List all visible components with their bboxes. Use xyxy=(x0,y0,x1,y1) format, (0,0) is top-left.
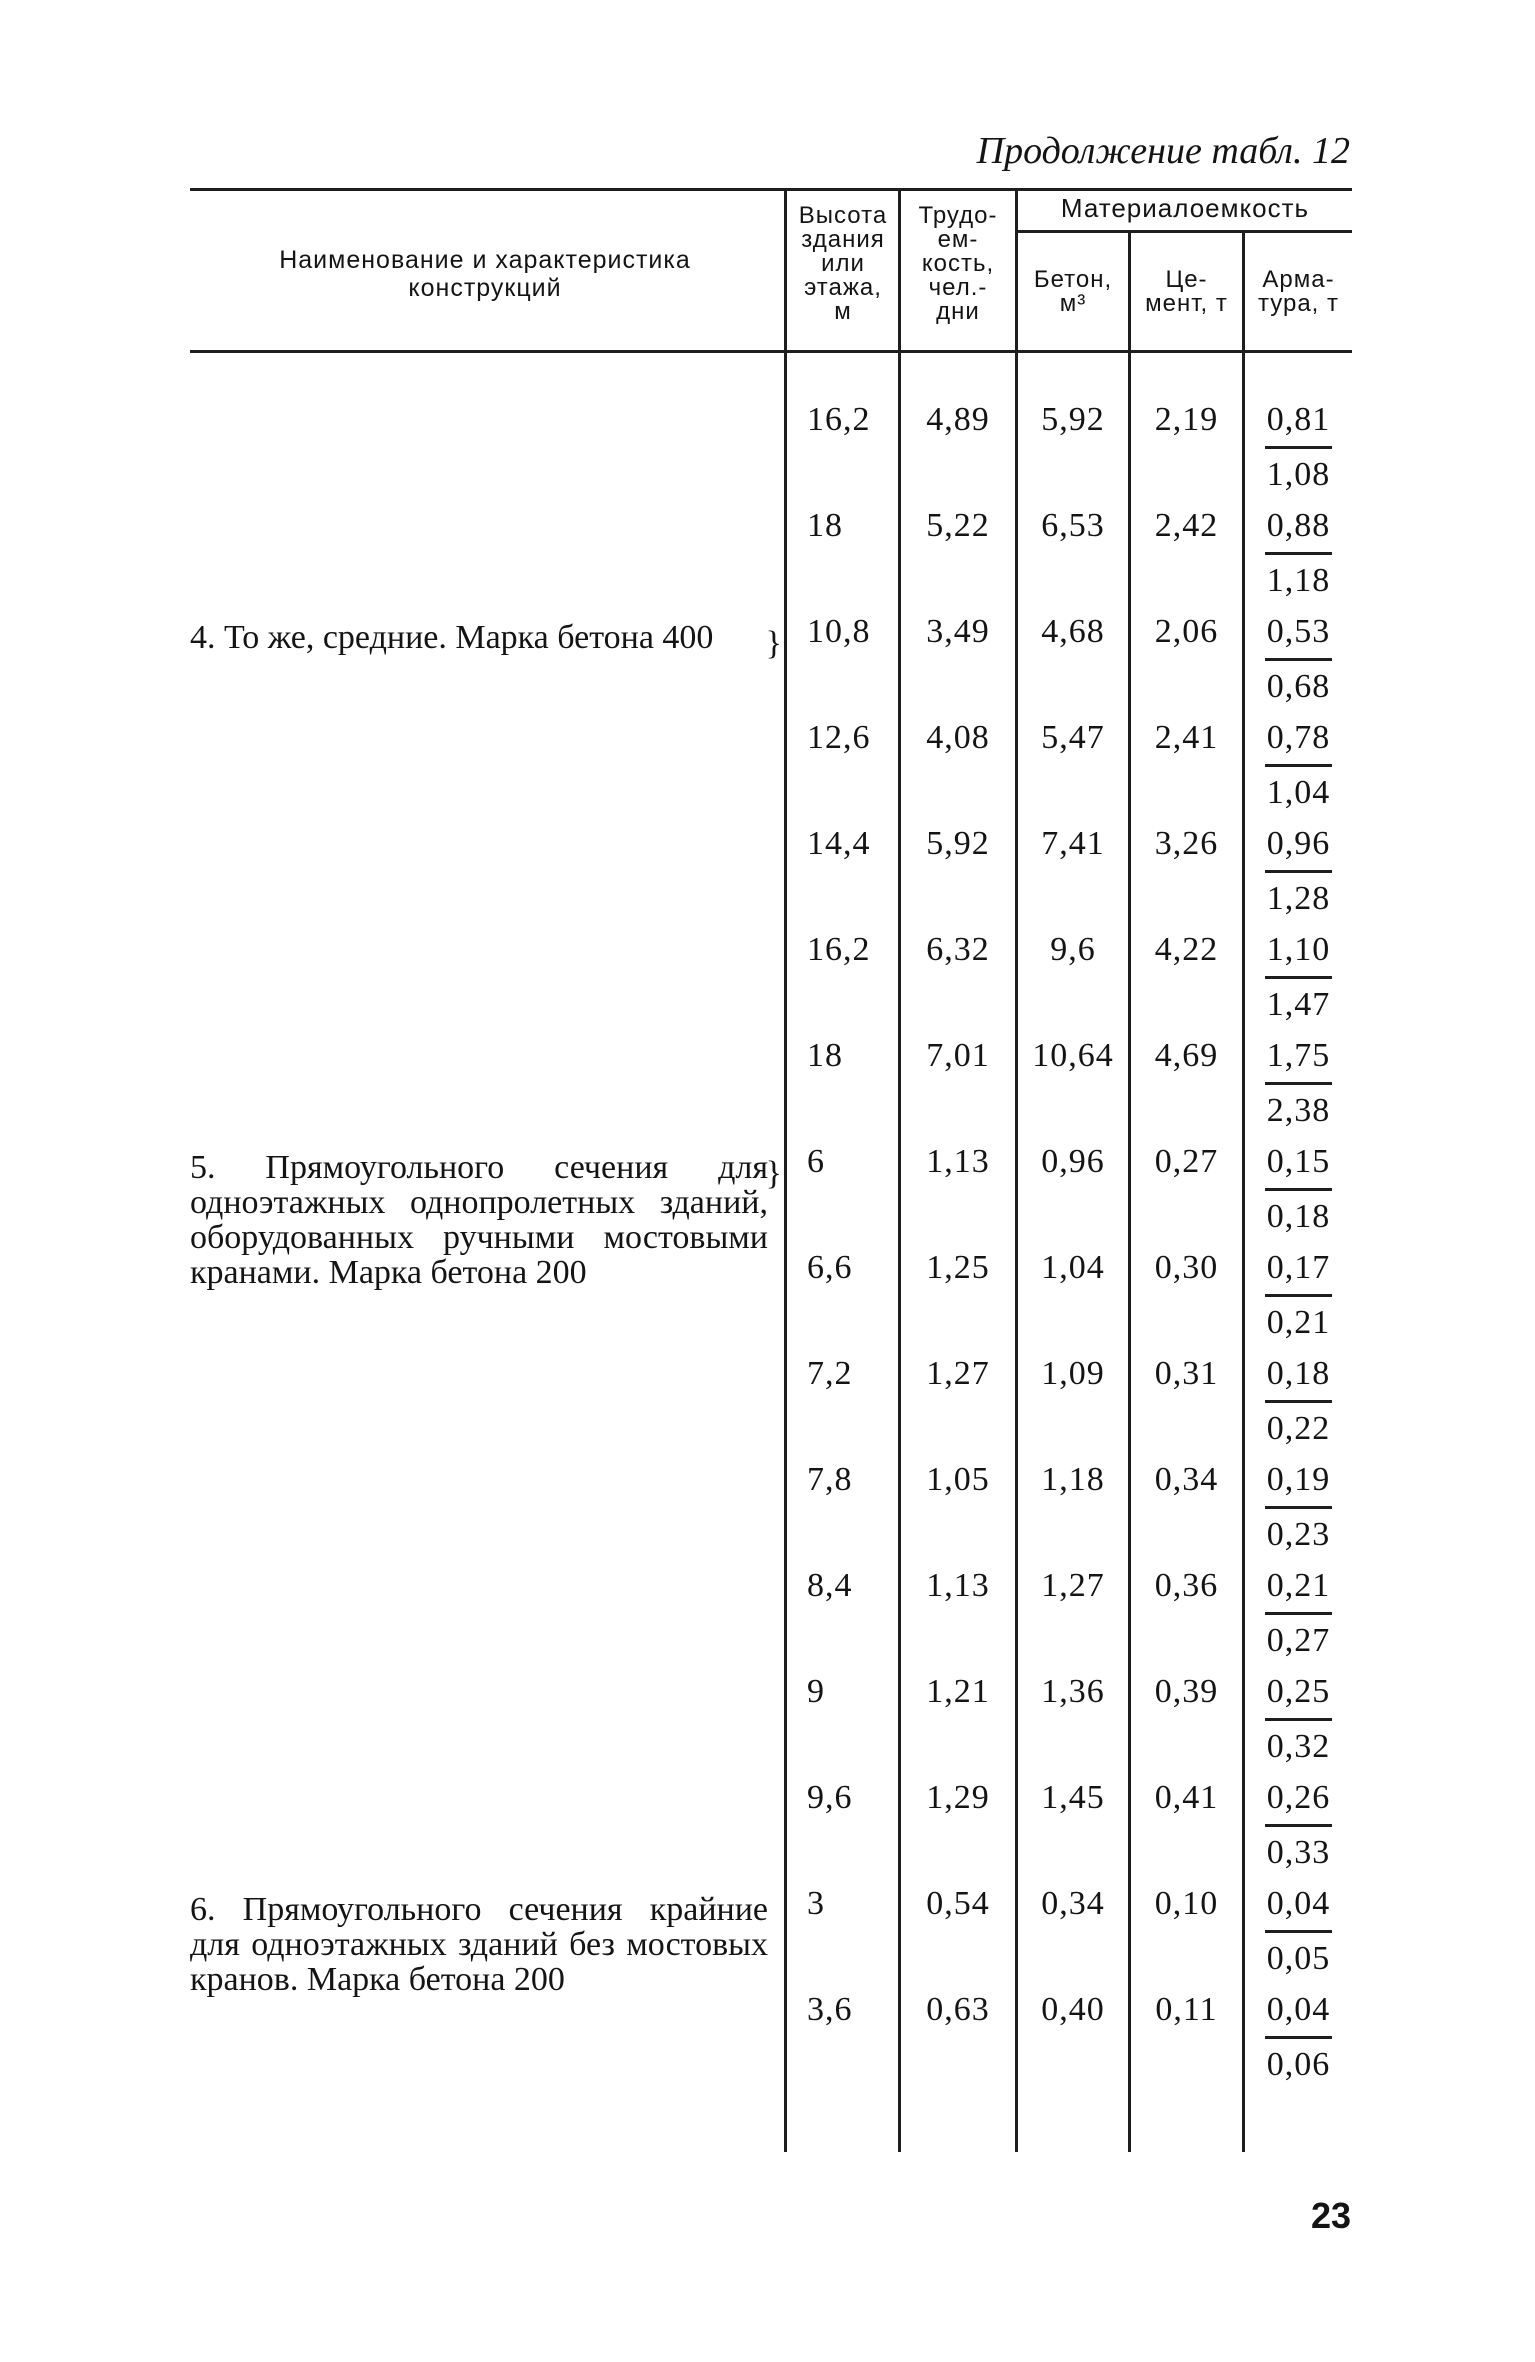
header-labor-l4: чел.- xyxy=(928,274,988,301)
cell-height: 3 xyxy=(807,1885,825,1922)
cell-labor: 4,08 xyxy=(926,719,990,756)
cell-rebar xyxy=(1245,1990,1352,2085)
cell-rebar xyxy=(1245,824,1352,919)
rebar-denominator: 1,04 xyxy=(1266,774,1331,811)
rebar-denominator: 0,27 xyxy=(1266,1622,1331,1659)
cell-height: 14,4 xyxy=(807,825,871,862)
table-caption: Продолжение табл. 12 xyxy=(976,130,1350,172)
header-labor-l2: ем- xyxy=(937,226,979,253)
rebar-numerator: 0,88 xyxy=(1265,506,1333,555)
brace-glyph: } xyxy=(765,1155,782,1192)
cell-concrete: 7,41 xyxy=(1041,825,1105,862)
header-name-line2: конструкций xyxy=(408,274,562,302)
rebar-denominator: 1,18 xyxy=(1266,562,1331,599)
rebar-numerator: 0,17 xyxy=(1265,1248,1333,1297)
rebar-numerator: 1,75 xyxy=(1265,1036,1333,1085)
header-cement-l2: мент, т xyxy=(1145,290,1228,317)
rebar-numerator: 0,26 xyxy=(1265,1778,1333,1827)
cell-labor: 1,13 xyxy=(926,1567,990,1604)
cell-concrete: 0,96 xyxy=(1041,1143,1105,1180)
cell-rebar xyxy=(1245,718,1352,813)
rebar-numerator: 0,04 xyxy=(1265,1884,1333,1933)
cell-concrete: 6,53 xyxy=(1041,507,1105,544)
cell-height: 18 xyxy=(807,507,843,544)
header-concrete xyxy=(1018,268,1128,316)
cell-concrete: 10,64 xyxy=(1032,1037,1114,1074)
cell-concrete: 1,45 xyxy=(1041,1779,1105,1816)
cell-height: 7,2 xyxy=(807,1355,853,1392)
cell-labor: 0,63 xyxy=(926,1991,990,2028)
header-cement-l1: Це- xyxy=(1165,266,1208,293)
header-height-l5: м xyxy=(834,298,852,325)
header-labor-l3: кость, xyxy=(921,250,995,277)
cell-cement: 2,06 xyxy=(1154,613,1219,650)
description-4 xyxy=(190,619,782,662)
rebar-denominator: 0,32 xyxy=(1266,1728,1331,1765)
cell-rebar xyxy=(1245,1036,1352,1131)
cell-rebar xyxy=(1245,1672,1352,1767)
table-top-rule xyxy=(190,188,1352,191)
rebar-denominator: 0,22 xyxy=(1266,1410,1331,1447)
rebar-numerator: 0,15 xyxy=(1265,1142,1333,1191)
cell-labor: 5,22 xyxy=(926,507,990,544)
cell-concrete: 0,34 xyxy=(1041,1885,1105,1922)
rebar-numerator: 0,96 xyxy=(1265,824,1333,873)
rebar-denominator: 1,47 xyxy=(1266,986,1331,1023)
cell-labor: 0,54 xyxy=(926,1885,990,1922)
column-divider-1 xyxy=(784,188,787,2152)
description-6-text: 6. Прямоугольного сечения крайние для одноэтажных зданий без мостовых кранов. Марка бетона 200 xyxy=(190,1891,768,1998)
cell-labor: 1,05 xyxy=(926,1461,990,1498)
rebar-denominator: 1,28 xyxy=(1266,880,1331,917)
cell-cement: 4,69 xyxy=(1154,1037,1219,1074)
header-name-line1: Наименование и характеристика xyxy=(279,246,691,274)
description-5 xyxy=(190,1149,782,1291)
header-rebar-l2: тура, т xyxy=(1257,290,1339,317)
description-6 xyxy=(190,1892,768,1997)
header-bottom-rule xyxy=(190,350,1352,353)
cell-cement: 2,19 xyxy=(1154,401,1219,438)
cell-labor: 1,29 xyxy=(926,1779,990,1816)
cell-cement: 0,10 xyxy=(1154,1885,1219,1922)
cell-labor: 3,49 xyxy=(926,613,990,650)
rebar-denominator: 2,38 xyxy=(1266,1092,1331,1129)
cell-rebar xyxy=(1245,1566,1352,1661)
description-4-text: 4. То же, средние. Марка бетона 400 xyxy=(190,619,714,656)
rebar-denominator: 0,23 xyxy=(1266,1516,1331,1553)
cell-rebar xyxy=(1245,612,1352,707)
cell-rebar xyxy=(1245,1778,1352,1873)
cell-height: 18 xyxy=(807,1037,843,1074)
cell-concrete: 1,36 xyxy=(1041,1673,1105,1710)
cell-height: 8,4 xyxy=(807,1567,853,1604)
rebar-denominator: 0,06 xyxy=(1266,2046,1331,2083)
cell-cement: 0,27 xyxy=(1154,1143,1219,1180)
cell-labor: 1,25 xyxy=(926,1249,990,1286)
cell-concrete: 5,47 xyxy=(1041,719,1105,756)
page-number: 23 xyxy=(1310,2195,1351,2236)
cell-height: 6,6 xyxy=(807,1249,853,1286)
cell-height: 7,8 xyxy=(807,1461,853,1498)
header-concrete-l1: Бетон, xyxy=(1033,266,1113,293)
cell-height: 16,2 xyxy=(807,401,871,438)
header-height-l3: или xyxy=(821,250,865,277)
rebar-numerator: 0,25 xyxy=(1265,1672,1333,1721)
cell-cement: 0,36 xyxy=(1154,1567,1219,1604)
cell-rebar xyxy=(1245,930,1352,1025)
cell-rebar xyxy=(1245,1884,1352,1979)
cell-height: 16,2 xyxy=(807,931,871,968)
cell-labor: 7,01 xyxy=(926,1037,990,1074)
rebar-numerator: 0,19 xyxy=(1265,1460,1333,1509)
cell-height: 9,6 xyxy=(807,1779,853,1816)
cell-rebar xyxy=(1245,1142,1352,1237)
cell-cement: 0,39 xyxy=(1154,1673,1219,1710)
rebar-numerator: 1,10 xyxy=(1265,930,1333,979)
brace-glyph: } xyxy=(765,625,782,662)
rebar-numerator: 0,81 xyxy=(1265,400,1333,449)
cell-cement: 0,31 xyxy=(1154,1355,1219,1392)
header-height-l2: здания xyxy=(801,226,885,253)
header-rebar xyxy=(1245,268,1352,316)
cell-labor: 1,13 xyxy=(926,1143,990,1180)
cell-cement: 2,41 xyxy=(1154,719,1219,756)
rebar-numerator: 0,53 xyxy=(1265,612,1333,661)
header-cement xyxy=(1131,268,1242,316)
header-labor-l1: Трудо- xyxy=(918,202,998,229)
cell-cement: 0,30 xyxy=(1154,1249,1219,1286)
rebar-numerator: 0,21 xyxy=(1265,1566,1333,1615)
header-name xyxy=(200,246,770,302)
cell-rebar xyxy=(1245,1354,1352,1449)
rebar-numerator: 0,78 xyxy=(1265,718,1333,767)
cell-cement: 0,34 xyxy=(1154,1461,1219,1498)
header-rebar-l1: Арма- xyxy=(1262,266,1335,293)
cell-cement: 0,11 xyxy=(1155,1991,1218,2028)
cell-concrete: 1,04 xyxy=(1041,1249,1105,1286)
rebar-numerator: 0,18 xyxy=(1265,1354,1333,1403)
description-5-text: 5. Прямоугольного сечения для одноэтажных однопролетных зданий, оборудованных ручными мостовыми кранами. Марка бетона 200 xyxy=(190,1149,768,1291)
cell-concrete: 1,27 xyxy=(1041,1567,1105,1604)
cell-height: 3,6 xyxy=(807,1991,853,2028)
cell-cement: 0,41 xyxy=(1154,1779,1219,1816)
header-labor-l5: дни xyxy=(936,298,980,325)
cell-labor: 6,32 xyxy=(926,931,990,968)
cell-labor: 1,21 xyxy=(926,1673,990,1710)
cell-labor: 1,27 xyxy=(926,1355,990,1392)
header-height xyxy=(787,204,899,324)
rebar-denominator: 0,05 xyxy=(1266,1940,1331,1977)
rebar-numerator: 0,04 xyxy=(1265,1990,1333,2039)
header-height-l4: этажа, xyxy=(804,274,882,301)
rebar-denominator: 1,08 xyxy=(1266,456,1331,493)
material-subheader-rule xyxy=(1016,230,1352,233)
cell-concrete: 5,92 xyxy=(1041,401,1105,438)
cell-rebar xyxy=(1245,1460,1352,1555)
header-height-l1: Высота xyxy=(798,202,888,229)
cell-concrete: 9,6 xyxy=(1050,931,1096,968)
cell-rebar xyxy=(1245,506,1352,601)
cell-concrete: 4,68 xyxy=(1041,613,1105,650)
cell-concrete: 0,40 xyxy=(1041,1991,1105,2028)
cell-height: 10,8 xyxy=(807,613,871,650)
cell-labor: 5,92 xyxy=(926,825,990,862)
cell-height: 6 xyxy=(807,1143,825,1180)
rebar-denominator: 0,68 xyxy=(1266,668,1331,705)
rebar-denominator: 0,33 xyxy=(1266,1834,1331,1871)
cell-cement: 2,42 xyxy=(1154,507,1219,544)
header-material: Материалоемкость xyxy=(1060,193,1310,223)
cell-rebar xyxy=(1245,1248,1352,1343)
cell-concrete: 1,09 xyxy=(1041,1355,1105,1392)
header-concrete-l2: м³ xyxy=(1059,290,1087,317)
cell-height: 9 xyxy=(807,1673,825,1710)
rebar-denominator: 0,18 xyxy=(1266,1198,1331,1235)
cell-labor: 4,89 xyxy=(926,401,990,438)
header-labor xyxy=(901,204,1015,324)
cell-cement: 4,22 xyxy=(1154,931,1219,968)
cell-concrete: 1,18 xyxy=(1041,1461,1105,1498)
rebar-denominator: 0,21 xyxy=(1266,1304,1331,1341)
cell-rebar xyxy=(1245,400,1352,495)
cell-cement: 3,26 xyxy=(1154,825,1219,862)
cell-height: 12,6 xyxy=(807,719,871,756)
